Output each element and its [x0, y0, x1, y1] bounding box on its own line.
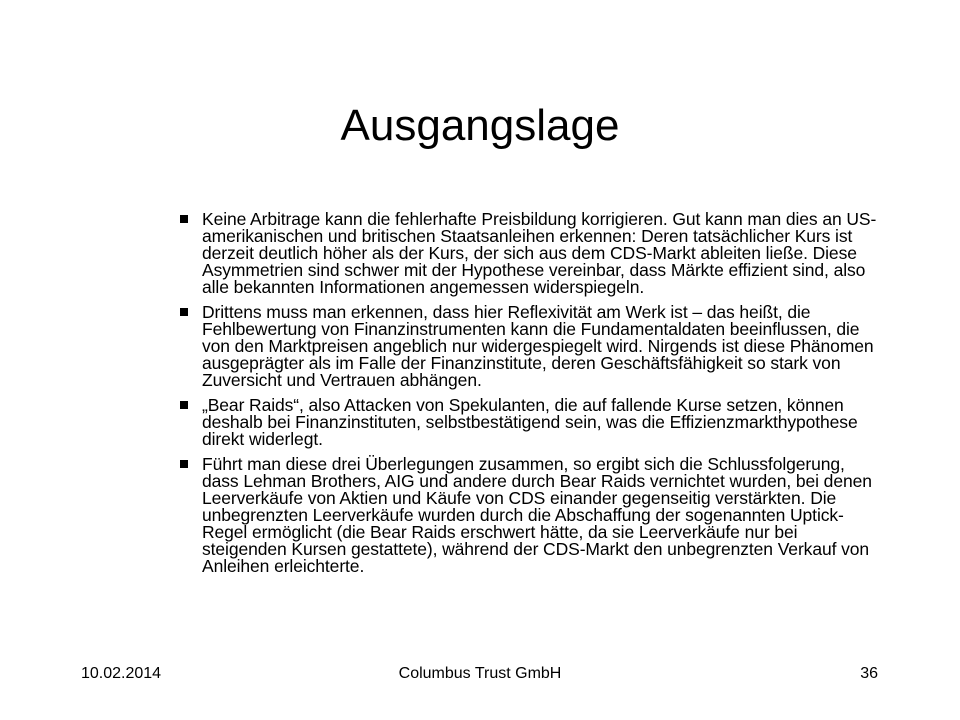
bullet-item [174, 456, 884, 575]
bullet-item [174, 304, 884, 389]
footer-company: Columbus Trust GmbH [398, 665, 562, 682]
square-bullet-icon [180, 215, 188, 223]
bullet-text: „Bear Raids“, also Attacken von Spekulanten, die auf fallende Kurse setzen, können deshalb bei Finanzinstituten, selbstbestätigend sein, was die Effizienzmarkthypothese direkt widerlegt. [202, 395, 858, 449]
bullet-item [174, 397, 884, 448]
footer-page-number: 36 [860, 665, 878, 682]
footer-date: 10.02.2014 [81, 665, 162, 682]
slide-title: Ausgangslage [340, 101, 620, 150]
square-bullet-icon [180, 308, 188, 316]
bullet-item [174, 211, 884, 296]
bullet-text: Drittens muss man erkennen, dass hier Reflexivität am Werk ist – das heißt, die Fehlbewertung von Finanzinstrumenten kann die Fundamentaldaten beeinflussen, die von den Marktpreisen angeblich nur widergespiegelt wird. Nirgends ist diese Phänomen ausgeprägter als im Falle der Finanzinstitute, deren Geschäftsfähigkeit so stark von Zuversicht und Vertrauen abhängen. [202, 302, 874, 390]
square-bullet-icon [180, 460, 188, 468]
bullet-text: Führt man diese drei Überlegungen zusammen, so ergibt sich die Schlussfolgerung, dass Lehman Brothers, AIG und andere durch Bear Raids vernichtet wurden, bei denen Leerverkäufe von Aktien und Käufe von CDS einander gegenseitig verstärkten. Die unbegrenzten Leerverkäufe wurden durch die Abschaffung der sogenannten Uptick-Regel ermöglicht (die Bear Raids erschwert hätte, da sie Leerverkäufe nur bei steigenden Kursen gestattete), während der CDS-Markt den unbegrenzten Verkauf von Anleihen erleichterte. [202, 454, 872, 576]
bullet-text: Keine Arbitrage kann die fehlerhafte Preisbildung korrigieren. Gut kann man dies an US-amerikanischen und britischen Staatsanleihen erkennen: Deren tatsächlicher Kurs ist derzeit deutlich höher als der Kurs, der sich aus dem CDS-Markt ableiten ließe. Diese Asymmetrien sind schwer mit der Hypothese vereinbar, dass Märkte effizient sind, also alle bekannten Informationen angemessen widerspiegeln. [202, 209, 877, 297]
bullet-list [174, 211, 884, 583]
square-bullet-icon [180, 401, 188, 409]
